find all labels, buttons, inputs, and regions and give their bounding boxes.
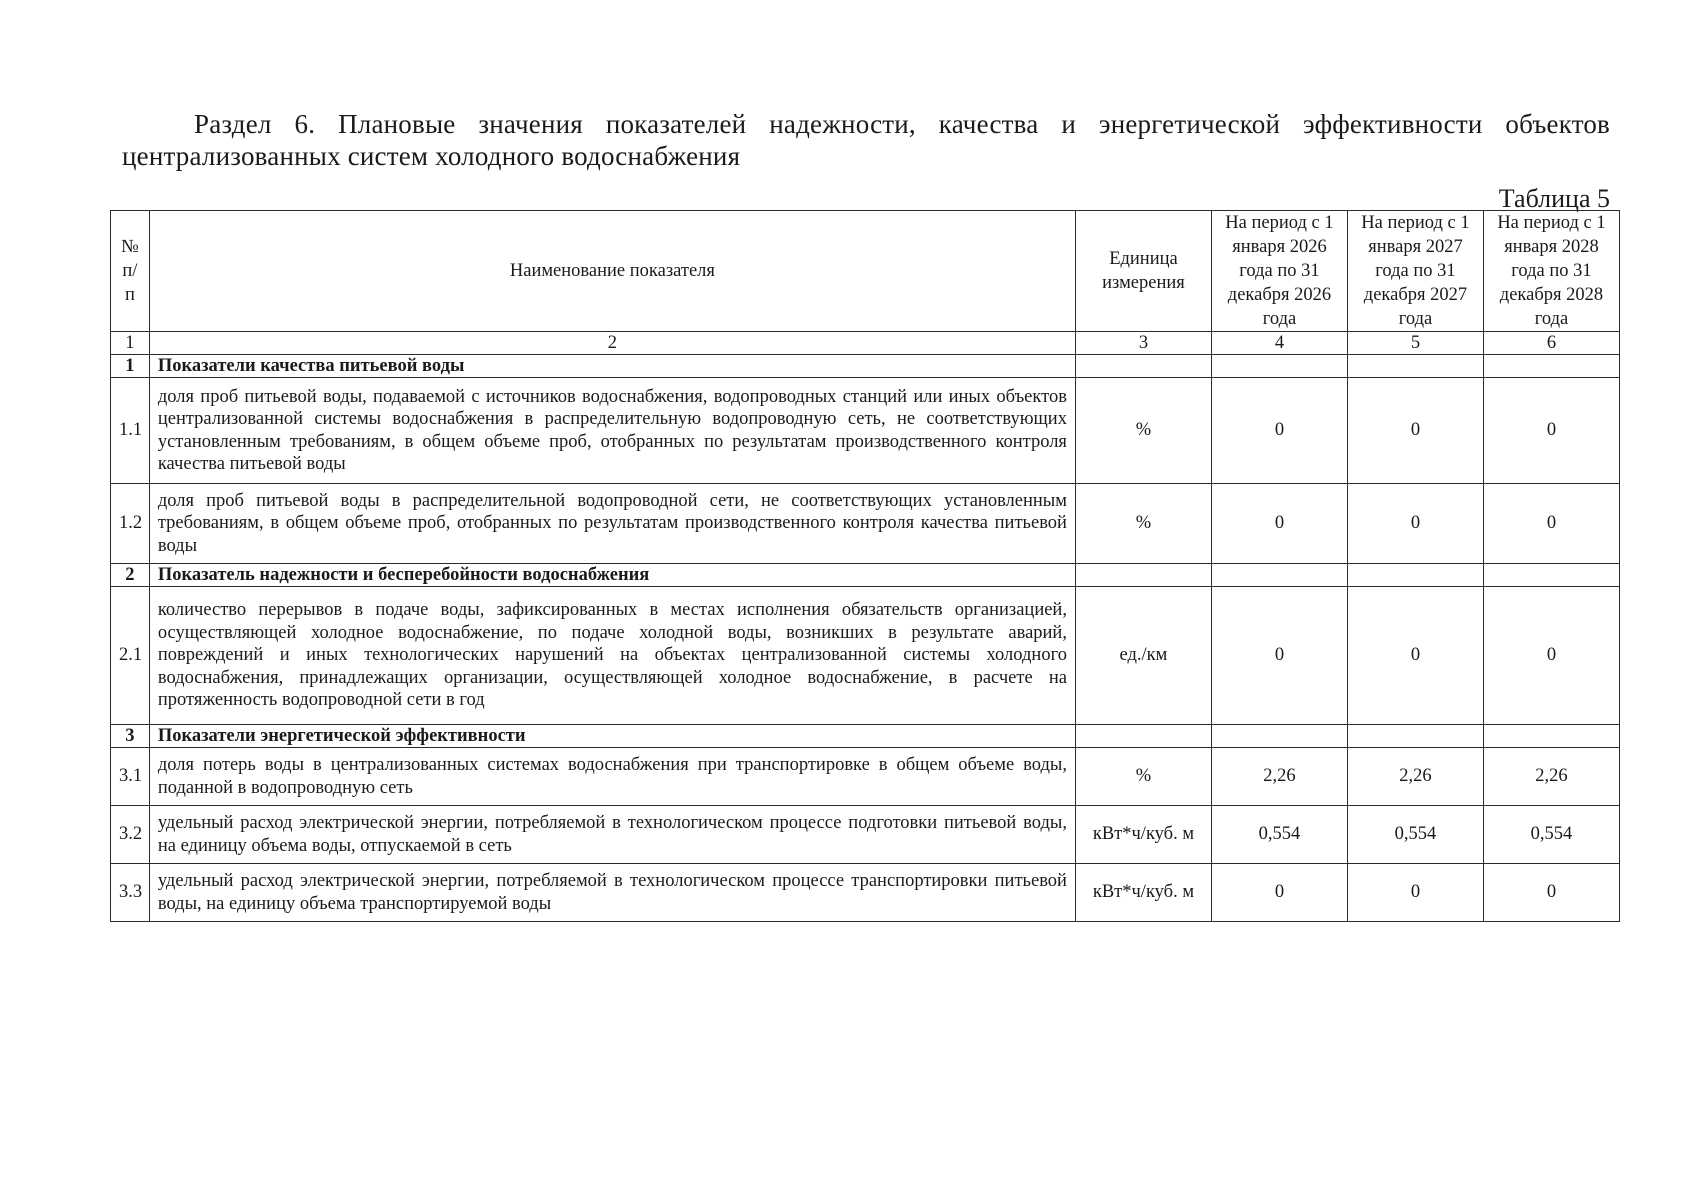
indicator-name: доля проб питьевой воды, подаваемой с источников водоснабжения, водопроводных станций или иных объектов централизованной системы водоснабжения в распределительную водопроводную сеть, не соответствующих установленным требованиям, в общем объеме проб, отобранных по результатам производственного контроля качества питьевой воды — [149, 378, 1075, 484]
value-2028: 0 — [1483, 378, 1619, 484]
row-number: 3.2 — [111, 806, 150, 864]
value-2028: 0 — [1483, 864, 1619, 922]
empty-cell — [1075, 725, 1211, 748]
row-number: 1.1 — [111, 378, 150, 484]
header-period-2026: На период с 1 января 2026 года по 31 декабря 2026 года — [1211, 211, 1347, 332]
section-heading-line1: Раздел 6. Плановые значения показателей надежности, качества и энергетической эффективности объектов — [194, 109, 1610, 139]
table-row — [111, 864, 1620, 922]
table-row — [111, 587, 1620, 725]
empty-cell — [1075, 355, 1211, 378]
value-2027: 0,554 — [1347, 806, 1483, 864]
column-index: 1 — [111, 332, 150, 355]
empty-cell — [1483, 725, 1619, 748]
empty-cell — [1347, 564, 1483, 587]
unit-cell: ед./км — [1075, 587, 1211, 725]
section-number: 1 — [111, 355, 150, 378]
value-2027: 2,26 — [1347, 748, 1483, 806]
section-number: 3 — [111, 725, 150, 748]
indicator-name: удельный расход электрической энергии, потребляемой в технологическом процессе транспортировки питьевой воды, на единицу объема транспортируемой воды — [149, 864, 1075, 922]
indicator-name: доля проб питьевой воды в распределительной водопроводной сети, не соответствующих установленным требованиям, в общем объеме проб, отобранных по результатам производственного контроля качества питьевой воды — [149, 484, 1075, 564]
section-title: Показатели качества питьевой воды — [149, 355, 1075, 378]
empty-cell — [1075, 564, 1211, 587]
value-2028: 0,554 — [1483, 806, 1619, 864]
header-period-2027: На период с 1 января 2027 года по 31 декабря 2027 года — [1347, 211, 1483, 332]
value-2027: 0 — [1347, 484, 1483, 564]
value-2026: 0 — [1211, 484, 1347, 564]
unit-cell: % — [1075, 748, 1211, 806]
table-row — [111, 748, 1620, 806]
unit-cell: % — [1075, 484, 1211, 564]
column-index: 2 — [149, 332, 1075, 355]
table-caption: Таблица 5 — [1498, 184, 1610, 213]
header-unit: Единица измерения — [1075, 211, 1211, 332]
indicators-table — [110, 210, 1620, 922]
table-header-row — [111, 211, 1620, 332]
value-2027: 0 — [1347, 587, 1483, 725]
row-number: 1.2 — [111, 484, 150, 564]
indicator-name: количество перерывов в подаче воды, зафиксированных в местах исполнения обязательств организацией, осуществляющей холодное водоснабжение, по подаче холодной воды, возникших в результате аварий, повреждений и иных технологических нарушений на объектах централизованной системы холодного водоснабжения, принадлежащих организации, осуществляющей холодное водоснабжение, в расчете на протяженность водопроводной сети в год — [149, 587, 1075, 725]
value-2026: 0 — [1211, 587, 1347, 725]
section-row — [111, 564, 1620, 587]
table-row — [111, 806, 1620, 864]
section-heading-line2: централизованных систем холодного водоснабжения — [122, 141, 741, 171]
value-2026: 0 — [1211, 378, 1347, 484]
section-number: 2 — [111, 564, 150, 587]
empty-cell — [1483, 564, 1619, 587]
column-index: 4 — [1211, 332, 1347, 355]
empty-cell — [1211, 564, 1347, 587]
value-2028: 2,26 — [1483, 748, 1619, 806]
empty-cell — [1211, 725, 1347, 748]
row-number: 3.1 — [111, 748, 150, 806]
section-row — [111, 725, 1620, 748]
section-title: Показатели энергетической эффективности — [149, 725, 1075, 748]
value-2026: 0 — [1211, 864, 1347, 922]
section-heading — [122, 108, 1610, 172]
table-row — [111, 484, 1620, 564]
value-2027: 0 — [1347, 378, 1483, 484]
empty-cell — [1483, 355, 1619, 378]
row-number: 2.1 — [111, 587, 150, 725]
indicator-name: доля потерь воды в централизованных системах водоснабжения при транспортировке в общем объеме воды, поданной в водопроводную сеть — [149, 748, 1075, 806]
value-2028: 0 — [1483, 484, 1619, 564]
indicator-name: удельный расход электрической энергии, потребляемой в технологическом процессе подготовки питьевой воды, на единицу объема воды, отпускаемой в сеть — [149, 806, 1075, 864]
unit-cell: кВт*ч/куб. м — [1075, 864, 1211, 922]
value-2026: 2,26 — [1211, 748, 1347, 806]
empty-cell — [1347, 725, 1483, 748]
unit-cell: % — [1075, 378, 1211, 484]
header-num: № п/п — [111, 211, 150, 332]
section-title: Показатель надежности и бесперебойности водоснабжения — [149, 564, 1075, 587]
row-number: 3.3 — [111, 864, 150, 922]
column-index-row — [111, 332, 1620, 355]
value-2026: 0,554 — [1211, 806, 1347, 864]
header-period-2028: На период с 1 января 2028 года по 31 декабря 2028 года — [1483, 211, 1619, 332]
column-index: 6 — [1483, 332, 1619, 355]
header-name: Наименование показателя — [149, 211, 1075, 332]
table-row — [111, 378, 1620, 484]
value-2028: 0 — [1483, 587, 1619, 725]
unit-cell: кВт*ч/куб. м — [1075, 806, 1211, 864]
column-index: 5 — [1347, 332, 1483, 355]
empty-cell — [1347, 355, 1483, 378]
value-2027: 0 — [1347, 864, 1483, 922]
section-row — [111, 355, 1620, 378]
column-index: 3 — [1075, 332, 1211, 355]
empty-cell — [1211, 355, 1347, 378]
